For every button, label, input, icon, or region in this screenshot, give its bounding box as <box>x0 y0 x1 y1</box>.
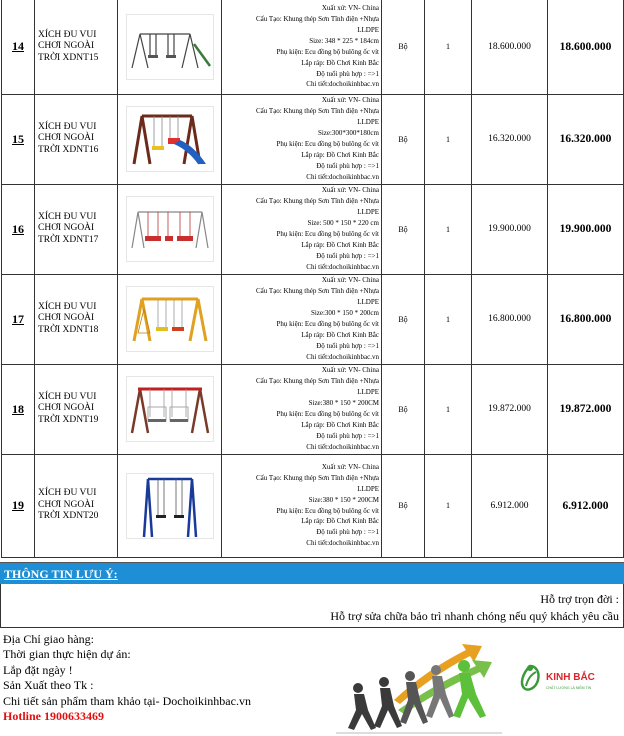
table-row <box>2 454 624 557</box>
product-spec-line: LLDPE <box>357 388 379 397</box>
total-price: 19.900.000 <box>548 184 624 274</box>
row-number: 15 <box>2 94 35 184</box>
product-name-line: CHƠI NGOÀI <box>38 223 95 234</box>
unit-price: 18.600.000 <box>472 0 548 94</box>
product-spec-line: Lắp ráp: Đồ Chơi Kinh Bắc <box>301 150 379 159</box>
product-table <box>1 0 624 558</box>
product-spec-line: Chi tiết:dochoikinhbac.vn <box>306 352 379 361</box>
quantity: 1 <box>425 94 472 184</box>
product-spec-line: Xuất xứ: VN- China <box>321 366 379 375</box>
product-spec-line: Độ tuổi phù hợp : =>1 <box>316 251 379 260</box>
product-spec-line: LLDPE <box>357 25 379 34</box>
product-spec-line: Độ tuổi phù hợp : =>1 <box>316 431 379 440</box>
unit: Bộ <box>382 454 425 557</box>
row-number: 17 <box>2 274 35 364</box>
product-spec-line: Xuất xứ: VN- China <box>321 462 379 471</box>
product-spec-line: Lắp ráp: Đồ Chơi Kinh Bắc <box>301 517 379 526</box>
product-spec-line: Cấu Tạo: Khung thép Sơn Tĩnh điện +Nhựa <box>256 287 379 296</box>
product-spec-line: Size:380 * 150 * 200CM <box>308 495 379 504</box>
product-name-line: CHƠI NGOÀI <box>38 133 95 144</box>
product-spec-line: Cấu Tạo: Khung thép Sơn Tĩnh điện +Nhựa <box>256 107 379 116</box>
product-spec-line: Lắp ráp: Đồ Chơi Kinh Bắc <box>301 420 379 429</box>
product-spec-line: Lắp ráp: Đồ Chơi Kinh Bắc <box>301 58 379 67</box>
product-name-line: XÍCH ĐU VUI <box>38 29 97 40</box>
product-name-line: XÍCH ĐU VUI <box>38 211 97 222</box>
product-spec-line: Phụ kiện: Ecu đồng bộ bulông ốc vít <box>276 47 379 56</box>
runners-image <box>336 640 502 734</box>
address-label: Địa Chỉ giao hàng: <box>3 632 94 646</box>
product-specs <box>222 274 382 364</box>
product-name-line: TRỜI XDNT19 <box>38 414 99 425</box>
product-name <box>35 454 118 557</box>
logo-tagline: CHẤT LƯỢNG LÀ NIỀM TIN <box>546 686 592 690</box>
details-link[interactable]: Chi tiết sản phẩm tham khảo tại- Dochoikinhbac.vn <box>3 693 251 708</box>
quantity: 1 <box>425 0 472 94</box>
notice-title: THÔNG TIN LƯU Ý: <box>4 567 118 581</box>
unit: Bộ <box>382 0 425 94</box>
hotline[interactable]: Hotline 1900633469 <box>3 709 104 724</box>
unit-price: 19.900.000 <box>472 184 548 274</box>
table-row <box>2 94 624 184</box>
unit-price: 16.320.000 <box>472 94 548 184</box>
row-number: 19 <box>2 454 35 557</box>
product-name <box>35 364 118 454</box>
product-spec-line: Phụ kiện: Ecu đồng bộ bulông ốc vít <box>276 506 379 515</box>
unit: Bộ <box>382 364 425 454</box>
swing-set-image <box>126 286 214 352</box>
product-spec-line: Lắp ráp: Đồ Chơi Kinh Bắc <box>301 240 379 249</box>
product-name-line: XÍCH ĐU VUI <box>38 121 97 132</box>
product-spec-line: Phụ kiện: Ecu đồng bộ bulông ốc vít <box>276 230 379 238</box>
product-specs <box>222 184 382 274</box>
unit-price: 16.800.000 <box>472 274 548 364</box>
unit: Bộ <box>382 94 425 184</box>
table-row <box>2 184 624 274</box>
kinh-bac-logo <box>514 658 614 704</box>
product-specs <box>222 364 382 454</box>
logo-name: KINH BẮC <box>546 672 595 683</box>
support-lifetime: Hỗ trợ trọn đời : <box>540 592 619 606</box>
unit: Bộ <box>382 184 425 274</box>
product-name <box>35 274 118 364</box>
product-spec-line: LLDPE <box>357 298 379 307</box>
product-spec-line: Độ tuổi phù hợp : =>1 <box>316 528 379 537</box>
notice-header <box>0 562 624 584</box>
product-spec-line: Xuất xứ: VN- China <box>321 96 379 105</box>
product-name <box>35 184 118 274</box>
product-spec-line: Lắp ráp: Đồ Chơi Kinh Bắc <box>301 330 379 339</box>
product-name-line: TRỜI XDNT18 <box>38 324 99 335</box>
product-spec-line: Cấu Tạo: Khung thép Sơn Tĩnh điện +Nhựa <box>256 15 379 24</box>
product-name-line: XÍCH ĐU VUI <box>38 488 97 499</box>
product-spec-line: Xuất xứ: VN- China <box>321 4 379 13</box>
product-spec-line: Xuất xứ: VN- China <box>321 276 379 285</box>
product-name-line: TRỜI XDNT16 <box>38 144 99 155</box>
product-spec-line: LLDPE <box>357 208 379 217</box>
product-name <box>35 94 118 184</box>
product-spec-line: LLDPE <box>357 118 379 127</box>
swing-set-image <box>126 196 214 262</box>
product-spec-line: Độ tuổi phù hợp : =>1 <box>316 161 379 170</box>
product-spec-line: Cấu Tạo: Khung thép Sơn Tĩnh điện +Nhựa <box>256 473 379 482</box>
product-name-line: CHƠI NGOÀI <box>38 313 95 324</box>
table-row <box>2 0 624 94</box>
product-name-line: CHƠI NGOÀI <box>38 499 95 510</box>
production-label: Sản Xuất theo Tk : <box>3 678 94 693</box>
product-name-line: TRỜI XDNT17 <box>38 234 99 245</box>
row-number: 16 <box>2 184 35 274</box>
product-spec-line: Chi tiết:dochoikinhbac.vn <box>306 442 379 451</box>
row-number: 14 <box>2 0 35 94</box>
swing-set-image <box>126 14 214 80</box>
product-spec-line: Chi tiết:dochoikinhbac.vn <box>306 262 379 271</box>
product-spec-line: LLDPE <box>357 484 379 493</box>
product-spec-line: Chi tiết:dochoikinhbac.vn <box>306 80 379 89</box>
product-name-line: XÍCH ĐU VUI <box>38 391 97 402</box>
product-specs <box>222 94 382 184</box>
product-name-line: TRỜI XDNT20 <box>38 511 99 522</box>
product-specs <box>222 454 382 557</box>
quantity: 1 <box>425 454 472 557</box>
quantity: 1 <box>425 364 472 454</box>
product-name-line: XÍCH ĐU VUI <box>38 301 97 312</box>
product-spec-line: Chi tiết:dochoikinhbac.vn <box>306 539 379 548</box>
table-row <box>2 274 624 364</box>
product-spec-line: Phụ kiện: Ecu đồng bộ bulông ốc vít <box>276 320 379 328</box>
install-label: Lắp đặt ngày ! <box>3 662 73 677</box>
quantity: 1 <box>425 274 472 364</box>
total-price: 19.872.000 <box>548 364 624 454</box>
total-price: 6.912.000 <box>548 454 624 557</box>
kinh-bac-logo-icon <box>516 660 544 700</box>
product-spec-line: Cấu Tạo: Khung thép Sơn Tĩnh điện +Nhựa <box>256 377 379 386</box>
product-spec-line: Phụ kiện: Ecu đồng bộ bulông ốc vít <box>276 410 379 418</box>
product-spec-line: Size: 348 * 225 * 184cm <box>309 36 379 45</box>
product-spec-line: Size:300 * 150 * 200cm <box>310 309 379 318</box>
product-spec-line: Xuất xứ: VN- China <box>321 186 379 195</box>
product-spec-line: Cấu Tạo: Khung thép Sơn Tĩnh điện +Nhựa <box>256 197 379 206</box>
delivery-info <box>3 632 251 724</box>
product-specs <box>222 0 382 94</box>
table-row <box>2 364 624 454</box>
product-name <box>35 0 118 94</box>
quantity: 1 <box>425 184 472 274</box>
unit-price: 6.912.000 <box>472 454 548 557</box>
product-spec-line: Size:380 * 150 * 200CM <box>308 399 379 408</box>
swing-set-image <box>126 376 214 442</box>
product-spec-line: Chi tiết:dochoikinhbac.vn <box>306 172 379 181</box>
product-spec-line: Size: 500 * 150 * 220 cm <box>307 219 379 228</box>
product-name-line: CHƠI NGOÀI <box>38 403 95 414</box>
support-section <box>0 584 624 628</box>
swing-set-image <box>126 473 214 539</box>
unit-price: 19.872.000 <box>472 364 548 454</box>
project-time-label: Thời gian thực hiện dự án: <box>3 647 131 662</box>
product-spec-line: Size:300*300*180cm <box>317 129 379 138</box>
row-number: 18 <box>2 364 35 454</box>
product-spec-line: Độ tuổi phù hợp : =>1 <box>316 69 379 78</box>
product-name-line: CHƠI NGOÀI <box>38 41 95 51</box>
total-price: 18.600.000 <box>548 0 624 94</box>
total-price: 16.800.000 <box>548 274 624 364</box>
swing-set-image <box>126 106 214 172</box>
product-name-line: TRỜI XDNT15 <box>38 52 99 63</box>
product-spec-line: Độ tuổi phù hợp : =>1 <box>316 341 379 350</box>
product-spec-line: Phụ kiện: Ecu đồng bộ bulông ốc vít <box>276 140 379 148</box>
total-price: 16.320.000 <box>548 94 624 184</box>
unit: Bộ <box>382 274 425 364</box>
support-maintenance: Hỗ trợ sửa chữa bảo trì nhanh chóng nếu quý khách yêu cầu <box>330 609 619 623</box>
